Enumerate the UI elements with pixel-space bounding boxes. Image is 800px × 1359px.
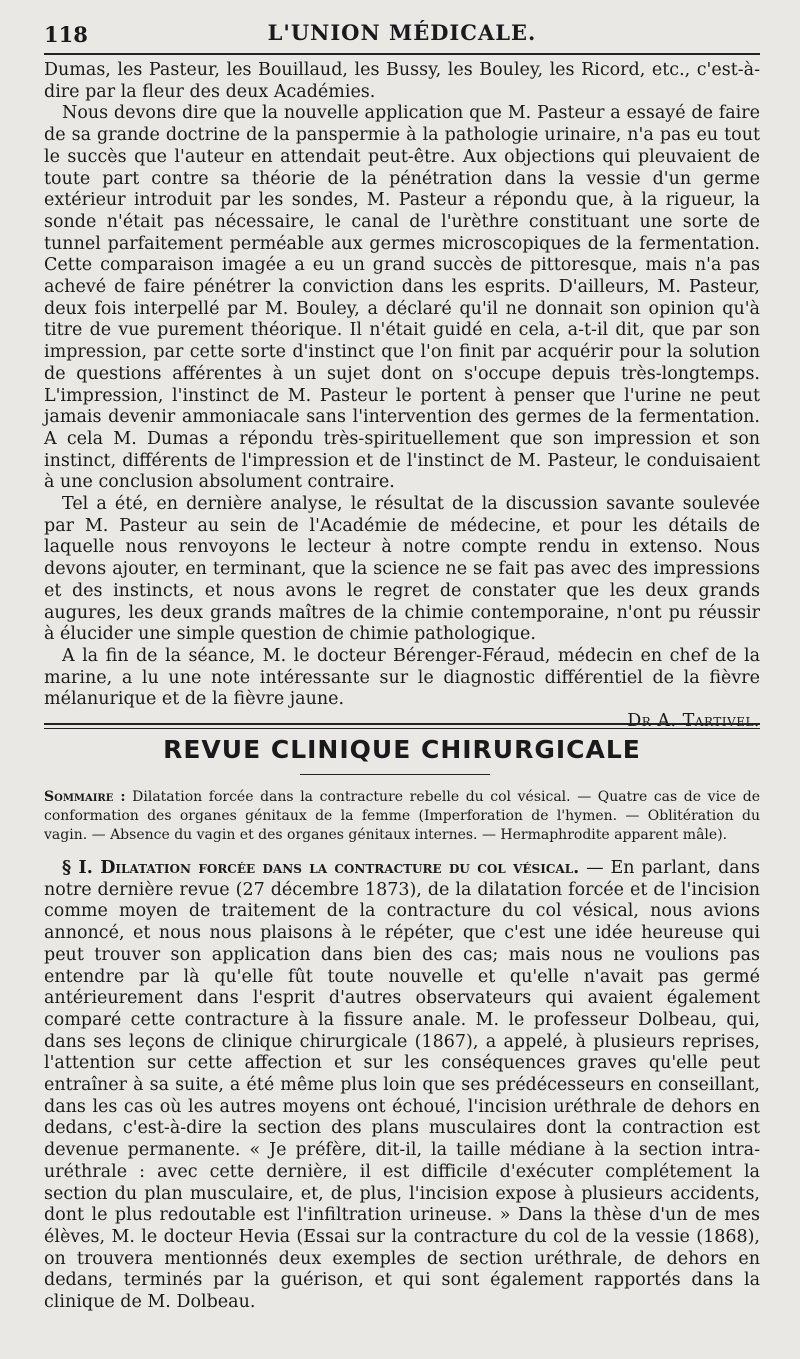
section-text: — En parlant, dans notre dernière revue (27 décembre 1873), de la dilatation forcée et de l'incision comme moyen de traitement de la contracture du col vésical, nous avions annoncé, et nous nous plaisons à le répéter, que c'est une idée heureuse qui peut trouver son application dans bien des cas; mais nous ne voulions pas entendre par là qu'elle fût toute nouvelle et qu'elle n'avait pas germé antérieurement dans l'esprit d'autres observateurs qui avaient également comparé cette contracture à la fissure anale. M. le professeur Dolbeau, qui, dans ses leçons de clinique chirurgicale (1867), a appelé, à plusieurs reprises, l'attention sur cette affection et sur les conséquences graves qu'elle peut entraîner à sa suite, a été même plus loin que ses prédécesseurs en conseillant, dans les cas où les autres moyens ont échoué, l'incision uréthrale de dehors en dedans, c'est-à-dire la section des plans musculaires dont la contraction est devenue permanente. « Je préfère, dit-il, la taille médiane à la section intra-uréthrale : avec cette dernière, il est difficile d'exécuter complétement la section du plan musculaire, et, de plus, l'incision expose à plusieurs accidents, dont le plus redoutable est l'infiltration urineuse. » Dans la thèse d'un de mes élèves, M. le docteur Hevia (Essai sur la contracture du col de la vessie (1868), on trouvera mentionnés deux exemples de section uréthrale, de dehors en dedans, terminés par la guérison, et qui sont également rapportés dans la clinique de M. Dolbeau. [44,858,760,1313]
page-number: 118 [44,22,88,47]
header-rule [44,53,760,55]
article-paragraph: Tel a été, en dernière analyse, le résultat de la discussion savante soulevée par M. Pasteur au sein de l'Académie de médecine, et pour les détails de laquelle nous renvoyons le lecteur à notre compte rendu in extenso. Nous devons ajouter, en terminant, que la science ne se fait pas avec des impressions et des instincts, et nous avons le regret de constater que les deux grands augures, les deux grands maîtres de la chimie contemporaine, n'ont pu réussir à élucider une simple question de chimie pathologique. [44,494,760,645]
title-underline [300,774,490,775]
journal-title: L'UNION MÉDICALE. [267,20,537,45]
section-heading: § I. Dilatation forcée dans la contracture du col vésical. [62,858,580,878]
section-paragraph [44,858,760,1314]
section-title: REVUE CLINIQUE CHIRURGICALE [163,735,641,764]
page-header [44,18,760,48]
sommaire-label: Sommaire : [44,789,126,805]
article-paragraph: A la fin de la séance, M. le docteur Bérenger-Féraud, médecin en chef de la marine, a lu une note intéressante sur le diagnostic différentiel de la fièvre mélanurique et de la fièvre jaune. [44,645,760,710]
sommaire-text: Dilatation forcée dans la contracture rebelle du col vésical. — Quatre cas de vice de conformation des organes génitaux de la femme (Imperforation de l'hymen. — Oblitération du vagin. — Absence du vagin et des organes génitaux internes. — Hermaphrodite apparent mâle). [44,789,761,843]
sommaire [44,788,760,845]
article-paragraph: Nous devons dire que la nouvelle application que M. Pasteur a essayé de faire de sa grande doctrine de la panspermie à la pathologie urinaire, n'a pas eu tout le succès que l'auteur en attendait peut-être. Aux objections qui pleuvaient de toute part contre sa théorie de la pénétration dans la vessie d'un germe extérieur introduit par les sondes, M. Pasteur a répondu que, à la rigueur, la sonde n'était pas nécessaire, le canal de l'urèthre constituant une sorte de tunnel parfaitement perméable aux germes microscopiques de la fermentation. Cette comparaison imagée a eu un grand succès de pittoresque, mais n'a pas achevé de faire pénétrer la conviction dans les esprits. D'ailleurs, M. Pasteur, deux fois interpellé par M. Bouley, a déclaré qu'il ne donnait son opinion qu'à titre de vue purement théorique. Il n'était guidé en cela, a-t-il dit, que par son impression, par cette sorte d'instinct que l'on finit par acquérir pour la solution de questions afférentes à un sujet dont on s'occupe depuis très-longtemps. L'impression, l'instinct de M. Pasteur le portent à penser que l'urine ne peut jamais devenir ammoniacale sans l'intervention des germes de la fermentation. A cela M. Dumas a répondu très-spirituellement que son impression et son instinct, différents de l'impression et de l'instinct de M. Pasteur, le conduisaient à une conclusion absolument contraire. [44,103,760,493]
article-body [44,60,760,733]
signature: Dr A. Tartivel. [627,711,760,732]
article-paragraph: Dumas, les Pasteur, les Bouillaud, les Bussy, les Bouley, les Ricord, etc., c'est-à-dire par la fleur des deux Académies. [44,60,760,102]
section-body [44,858,760,1314]
section-separator [44,723,760,729]
